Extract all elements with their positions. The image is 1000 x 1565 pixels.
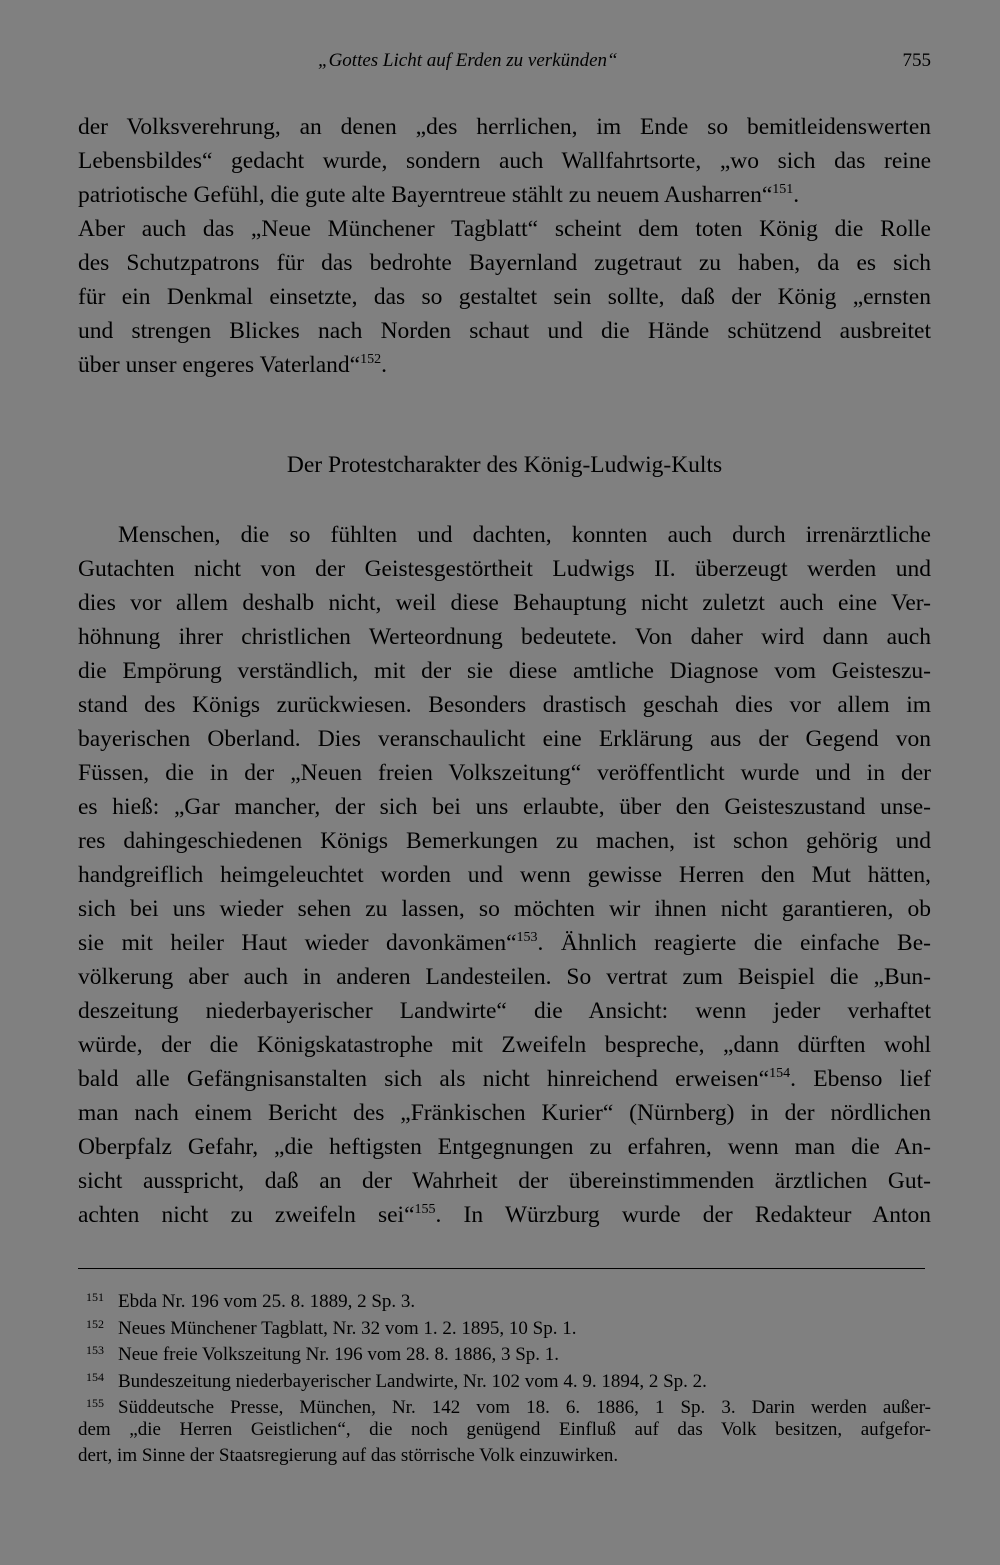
text-line: völkerung aber auch in anderen Landesteilen. So vertrat zum Beispiel die „Bun- [78, 964, 931, 990]
text-line: Lebensbildes“ gedacht wurde, sondern auch Wallfahrtsorte, „wo sich das reine [78, 148, 931, 174]
text-line: würde, der die Königskatastrophe mit Zweifeln bespreche, „dann dürften wohl [78, 1032, 931, 1058]
text-segment: achten nicht zu zweifeln sei“ [78, 1202, 415, 1228]
text-line [78, 1198, 931, 1232]
text-segment: . Ähnlich reagierte die einfache Be- [537, 930, 931, 956]
page-number: 755 [902, 50, 931, 71]
text-line: sich bei uns wieder sehen zu lassen, so möchten wir ihnen nicht garantieren, ob [78, 896, 931, 922]
footnote-text: Neue freie Volkszeitung Nr. 196 vom 28. 8. 1886, 3 Sp. 1. [118, 1344, 560, 1365]
footnote-ref[interactable]: 153 [516, 930, 538, 945]
footnote-number: 154 [86, 1369, 104, 1384]
text-line: sicht ausspricht, daß an der Wahrheit der übereinstimmenden ärztlichen Gut- [78, 1168, 931, 1194]
footnote-number: 153 [86, 1343, 104, 1357]
text-line: patriotische Gefühl, die gute alte Bayerntreue stählt zu neuem Ausharren“$^{151}$. [78, 182, 800, 208]
text-line: der Volksverehrung, an denen „des herrlichen, im Ende so bemitleidenswerten [78, 114, 931, 140]
text-line [78, 1062, 931, 1096]
footnote-ref[interactable]: 154 [769, 1066, 791, 1081]
footnote-number: 152 [86, 1316, 104, 1331]
footnote-154 [78, 1364, 931, 1391]
text-segment: sie mit heiler Haut wieder davonkämen“ [78, 930, 517, 956]
text-line: Oberpfalz Gefahr, „die heftigsten Entgegnungen zu erfahren, wenn man die An- [78, 1134, 931, 1160]
text-line: Aber auch das „Neue Münchener Tagblatt“ scheint dem toten König die Rolle [78, 216, 931, 242]
text-line: des Schutzpatrons für das bedrohte Bayernland zugetraut zu haben, da es sich [78, 250, 931, 276]
footnote-number: 155 [86, 1396, 104, 1410]
section-heading: Der Protestcharakter des König-Ludwig-Kults [286, 452, 723, 478]
text-line [78, 926, 931, 960]
text-line: für ein Denkmal einsetzte, das so gestaltet sein sollte, daß der König „ernsten [78, 284, 931, 310]
footnote-155 [78, 1390, 931, 1417]
text-line: die Empörung verständlich, mit der sie diese amtliche Diagnose vom Geisteszu- [78, 658, 931, 684]
text-line: Füssen, die in der „Neuen freien Volkszeitung“ veröffentlicht wurde und in der [78, 760, 931, 786]
running-title: „Gottes Licht auf Erden zu verkünden“ [318, 50, 618, 71]
footnote-ref[interactable]: 152 [360, 352, 382, 367]
text-line: über unser engeres Vaterland“$^{152}$. [78, 352, 387, 378]
text-line: deszeitung niederbayerischer Landwirte“ die Ansicht: wenn jeder verhaftet [78, 998, 931, 1024]
footnote-ref[interactable]: 151 [772, 182, 794, 197]
footnote-text: Neues Münchener Tagblatt, Nr. 32 vom 1. 2. 1895, 10 Sp. 1. [118, 1317, 577, 1339]
footnote-ref[interactable]: 155 [414, 1202, 436, 1217]
text-line: Gutachten nicht von der Geistesgestörtheit Ludwigs II. überzeugt werden und [78, 556, 931, 582]
text-segment: . In Würzburg wurde der Redakteur Anton [435, 1202, 932, 1228]
footnote-151 [78, 1284, 931, 1311]
paragraph-2 [78, 518, 931, 1232]
text-line: handgreiflich heimgeleuchtet worden und wenn gewisse Herren den Mut hätten, [78, 862, 931, 888]
page-header [78, 50, 931, 74]
footnote-152 [78, 1311, 931, 1338]
footnote-text: Ebda Nr. 196 vom 25. 8. 1889, 2 Sp. 3. [118, 1291, 416, 1312]
text-line: res dahingeschiedenen Königs Bemerkungen zu machen, ist schon gehörig und [78, 828, 931, 854]
text-line: es hieß: „Gar mancher, der sich bei uns erlaubte, über den Geisteszustand unse- [78, 794, 931, 820]
text-line: dies vor allem deshalb nicht, weil diese Behauptung nicht zuletzt auch eine Ver- [78, 590, 931, 616]
text-line: Menschen, die so fühlten und dachten, konnten auch durch irrenärztliche [118, 522, 931, 548]
footnote-number: 151 [86, 1290, 104, 1304]
text-segment: patriotische Gefühl, die gute alte Bayerntreue stählt zu neuem Ausharren“ [78, 182, 773, 208]
footnote-divider [78, 1268, 925, 1269]
text-line: höhnung ihrer christlichen Werteordnung bedeutete. Von daher wird dann auch [78, 624, 931, 650]
text-segment: bald alle Gefängnisanstalten sich als nicht hinreichend erweisen“ [78, 1066, 770, 1092]
paragraph-1 [78, 110, 931, 382]
footnote-text: Bundeszeitung niederbayerischer Landwirte, Nr. 102 vom 4. 9. 1894, 2 Sp. 2. [118, 1370, 707, 1392]
text-line: stand des Königs zurückwiesen. Besonders drastisch geschah dies vor allem im [78, 692, 931, 718]
footnote-text: Süddeutsche Presse, München, Nr. 142 vom 18. 6. 1886, 1 Sp. 3. Darin werden außer- [118, 1397, 931, 1418]
footnote-153 [78, 1337, 931, 1364]
text-line: und strengen Blickes nach Norden schaut und die Hände schützend ausbreitet [78, 318, 931, 344]
footnote-155-cont: dert, im Sinne der Staatsregierung auf das störrische Volk einzuwirken. [78, 1445, 619, 1466]
footnote-155-cont: dem „die Herren Geistlichen“, die noch genügend Einfluß auf das Volk besitzen, aufgefor- [78, 1418, 931, 1440]
text-segment: über unser engeres Vaterland“ [78, 352, 361, 378]
text-segment: . Ebenso lief [790, 1066, 931, 1092]
footnotes [78, 1284, 931, 1470]
text-line: man nach einem Bericht des „Fränkischen Kurier“ (Nürnberg) in der nördlichen [78, 1100, 931, 1126]
text-line: bayerischen Oberland. Dies veranschaulicht eine Erklärung aus der Gegend von [78, 726, 931, 752]
